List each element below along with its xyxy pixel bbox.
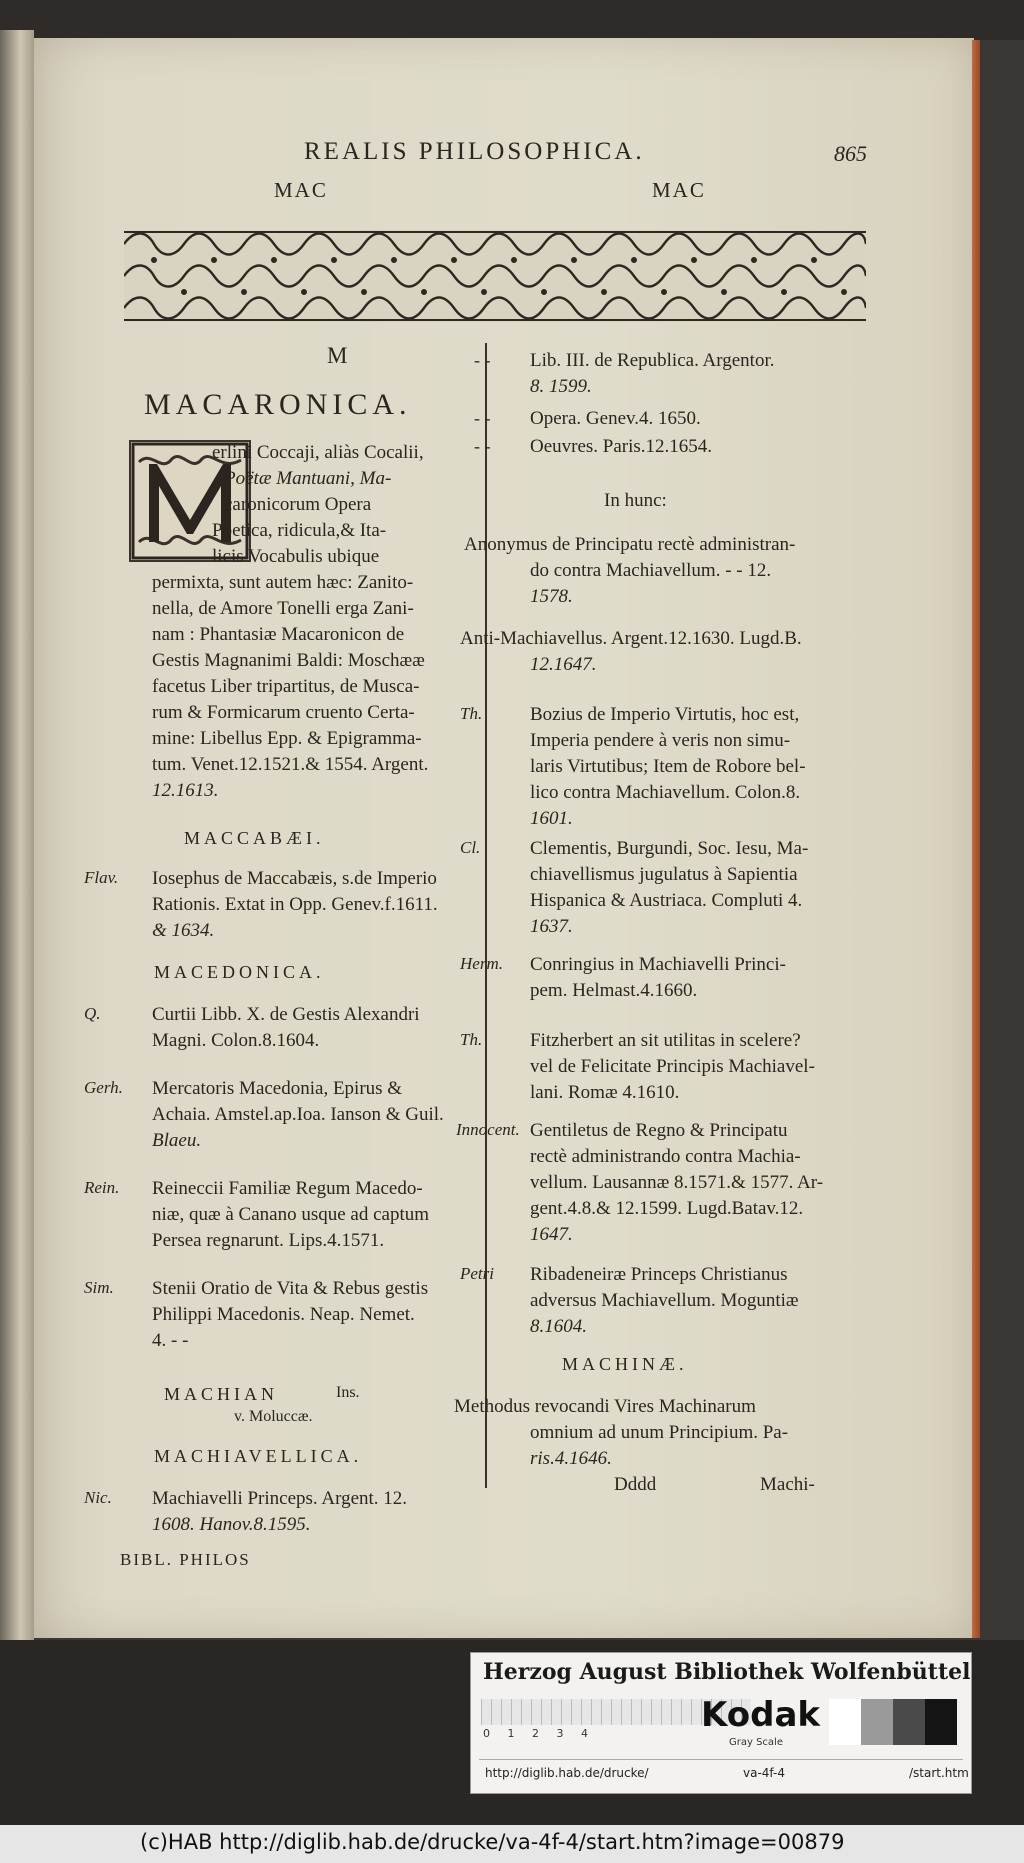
margin-abbreviation: Flav. [84,868,119,887]
text-line: 12.1647. [530,654,597,675]
text-line: 4. - - [152,1330,189,1351]
card-url-base: http://diglib.hab.de/drucke/ [485,1766,649,1780]
in-hunc-heading: In hunc: [604,490,667,511]
margin-abbreviation: Rein. [84,1178,120,1197]
card-url-row [479,1759,969,1784]
text-line: permixta, sunt autem hæc: Zanito- [152,572,414,593]
library-name: Herzog August Bibliothek Wolfenbüttel [483,1659,971,1685]
margin-abbreviation: Gerh. [84,1078,123,1097]
margin-abbreviation: Th. [460,1030,483,1049]
text-line: Imperia pendere à veris non simu- [530,730,791,751]
text-line: 8. 1599. [530,376,592,397]
text-line: do contra Machiavellum. - - 12. [530,560,772,581]
text-line: Stenii Oratio de Vita & Rebus gestis [152,1278,429,1299]
text-line: 1647. [530,1224,573,1245]
text-line: omnium ad unum Principium. Pa- [530,1422,789,1443]
text-line: rum & Formicarum cruento Certa- [152,702,415,723]
dark-background-top [0,0,1024,40]
section-title-macaronica: MACARONICA. [144,388,412,421]
page-number: 865 [834,141,867,166]
swatch-black [925,1699,957,1745]
machian-suffix: Ins. [336,1384,360,1401]
dash-marker: - - [474,350,491,370]
text-line: caronicorum Opera [224,494,372,515]
card-url-tail: /start.htm [909,1766,969,1780]
library-color-card [470,1652,972,1794]
text-line: vel de Felicitate Principis Machiavel- [530,1056,815,1077]
viewer-footer [0,1825,1024,1863]
text-line: Methodus revocandi Vires Machinarum [454,1396,756,1417]
text-line: erlini Coccaji, aliàs Cocalii, [212,442,424,463]
text-line: Magni. Colon.8.1604. [152,1030,320,1051]
section-title-machinae: MACHINÆ. [562,1354,688,1374]
margin-abbreviation: Herm. [460,954,503,973]
text-line: Oeuvres. Paris.12.1654. [530,436,713,457]
ruler-numbers: 0 1 2 3 4 [483,1727,588,1740]
text-line: Gentiletus de Regno & Principatu [530,1120,788,1141]
text-line: Reineccii Familiæ Regum Macedo- [152,1178,423,1199]
text-line: Philippi Macedonis. Neap. Nemet. [152,1304,415,1325]
text-line: lani. Romæ 4.1610. [530,1082,680,1103]
text-line: licis Vocabulis ubique [212,546,380,567]
text-line: Poëtæ Mantuani, Ma- [224,468,392,489]
text-line: vellum. Lausannæ 8.1571.& 1577. Ar- [530,1172,824,1193]
text-line: Ribadeneiræ Princeps Christianus [530,1264,788,1285]
text-line: Bozius de Imperio Virtutis, hoc est, [530,704,800,725]
margin-abbreviation: Innocent. [456,1120,520,1139]
text-line: Curtii Libb. X. de Gestis Alexandri [152,1004,420,1025]
text-line: facetus Liber tripartitus, de Musca- [152,676,420,697]
cross-reference: v. Moluccæ. [234,1408,313,1425]
section-letter: M [327,343,348,368]
section-title-machian: MACHIAN [164,1384,279,1404]
page-edge [972,40,980,1638]
text-line: gent.4.8.& 12.1599. Lugd.Batav.12. [530,1198,804,1219]
margin-abbreviation: Cl. [460,838,481,857]
text-line: Persea regnarunt. Lips.4.1571. [152,1230,385,1251]
text-line: Conringius in Machiavelli Princi- [530,954,786,975]
text-line: 12.1613. [152,780,219,801]
text-line: 1608. Hanov.8.1595. [152,1514,311,1535]
text-line: Rationis. Extat in Opp. Genev.f.1611. [152,894,438,915]
margin-abbreviation: Th. [460,704,483,723]
catchword: Machi- [760,1474,815,1495]
margin-abbreviation: Q. [84,1004,101,1023]
copyright-url[interactable]: (c)HAB http://diglib.hab.de/drucke/va-4f-4/start.htm?image=00879 [140,1830,845,1854]
section-title-macedonica: MACEDONICA. [154,962,325,982]
text-line: 1601. [530,808,573,829]
text-line: Poetica, ridicula,& Ita- [212,520,387,541]
text-line: Fitzherbert an sit utilitas in scelere? [530,1030,801,1051]
running-title: REALIS PHILOSOPHICA. [304,138,645,165]
text-line: niæ, quæ à Canano usque ad captum [152,1204,430,1225]
book-page [34,38,974,1638]
margin-abbreviation: Petri [460,1264,494,1283]
text-line: Iosephus de Maccabæis, s.de Imperio [152,868,437,889]
text-line: laris Virtutibus; Item de Robore bel- [530,756,806,777]
dash-marker: - - [474,408,491,428]
card-shelfmark: va-4f-4 [743,1766,785,1780]
kodak-logo: Kodak [701,1695,820,1735]
text-line: nella, de Amore Tonelli erga Zani- [152,598,414,619]
text-line: & 1634. [152,920,215,941]
text-line: Mercatoris Macedonia, Epirus & [152,1078,403,1099]
swatch-mid-gray [861,1699,893,1745]
margin-abbreviation: Sim. [84,1278,114,1297]
text-line: lico contra Machiavellum. Colon.8. [530,782,801,803]
text-line: pem. Helmast.4.1660. [530,980,698,1001]
section-title-machiavellica: MACHIAVELLICA. [154,1446,363,1466]
section-title-maccabaei: MACCABÆI. [184,828,325,848]
text-line: Anonymus de Principatu rectè administran- [464,534,796,555]
text-line: mine: Libellus Epp. & Epigramma- [152,728,422,749]
text-line: 1637. [530,916,573,937]
text-line: rectè administrando contra Machia- [530,1146,801,1167]
gray-scale-swatches [829,1699,957,1745]
guide-word-left: MAC [274,178,328,202]
text-line: Hispanica & Austriaca. Compluti 4. [530,890,803,911]
text-line: Lib. III. de Republica. Argentor. [530,350,775,371]
swatch-dark-gray [893,1699,925,1745]
gathering-signature: Dddd [614,1474,657,1495]
text-line: Clementis, Burgundi, Soc. Iesu, Ma- [530,838,809,859]
printer-signature: BIBL. PHILOS [120,1550,251,1569]
ornamental-border [124,230,866,322]
text-line: Gestis Magnanimi Baldi: Moschææ [152,650,425,671]
guide-word-right: MAC [652,178,706,202]
text-line: chiavellismus jugulatus à Sapientia [530,864,798,885]
gray-scale-label: Gray Scale [729,1737,783,1748]
text-line: adversus Machiavellum. Moguntiæ [530,1290,799,1311]
swatch-white [829,1699,861,1745]
text-line: ris.4.1646. [530,1448,612,1469]
text-line: Achaia. Amstel.ap.Ioa. Ianson & Guil. [152,1104,444,1125]
margin-abbreviation: Nic. [84,1488,112,1507]
text-line: Blaeu. [152,1130,202,1151]
text-line: nam : Phantasiæ Macaronicon de [152,624,405,645]
text-line: Opera. Genev.4. 1650. [530,408,701,429]
text-line: Anti-Machiavellus. Argent.12.1630. Lugd.B. [460,628,802,649]
text-line: Machiavelli Princeps. Argent. 12. [152,1488,408,1509]
text-line: tum. Venet.12.1521.& 1554. Argent. [152,754,429,775]
text-line: 8.1604. [530,1316,587,1337]
column-divider [485,343,487,1488]
dash-marker: - - [474,436,491,456]
book-spine [0,30,34,1650]
text-line: 1578. [530,586,573,607]
